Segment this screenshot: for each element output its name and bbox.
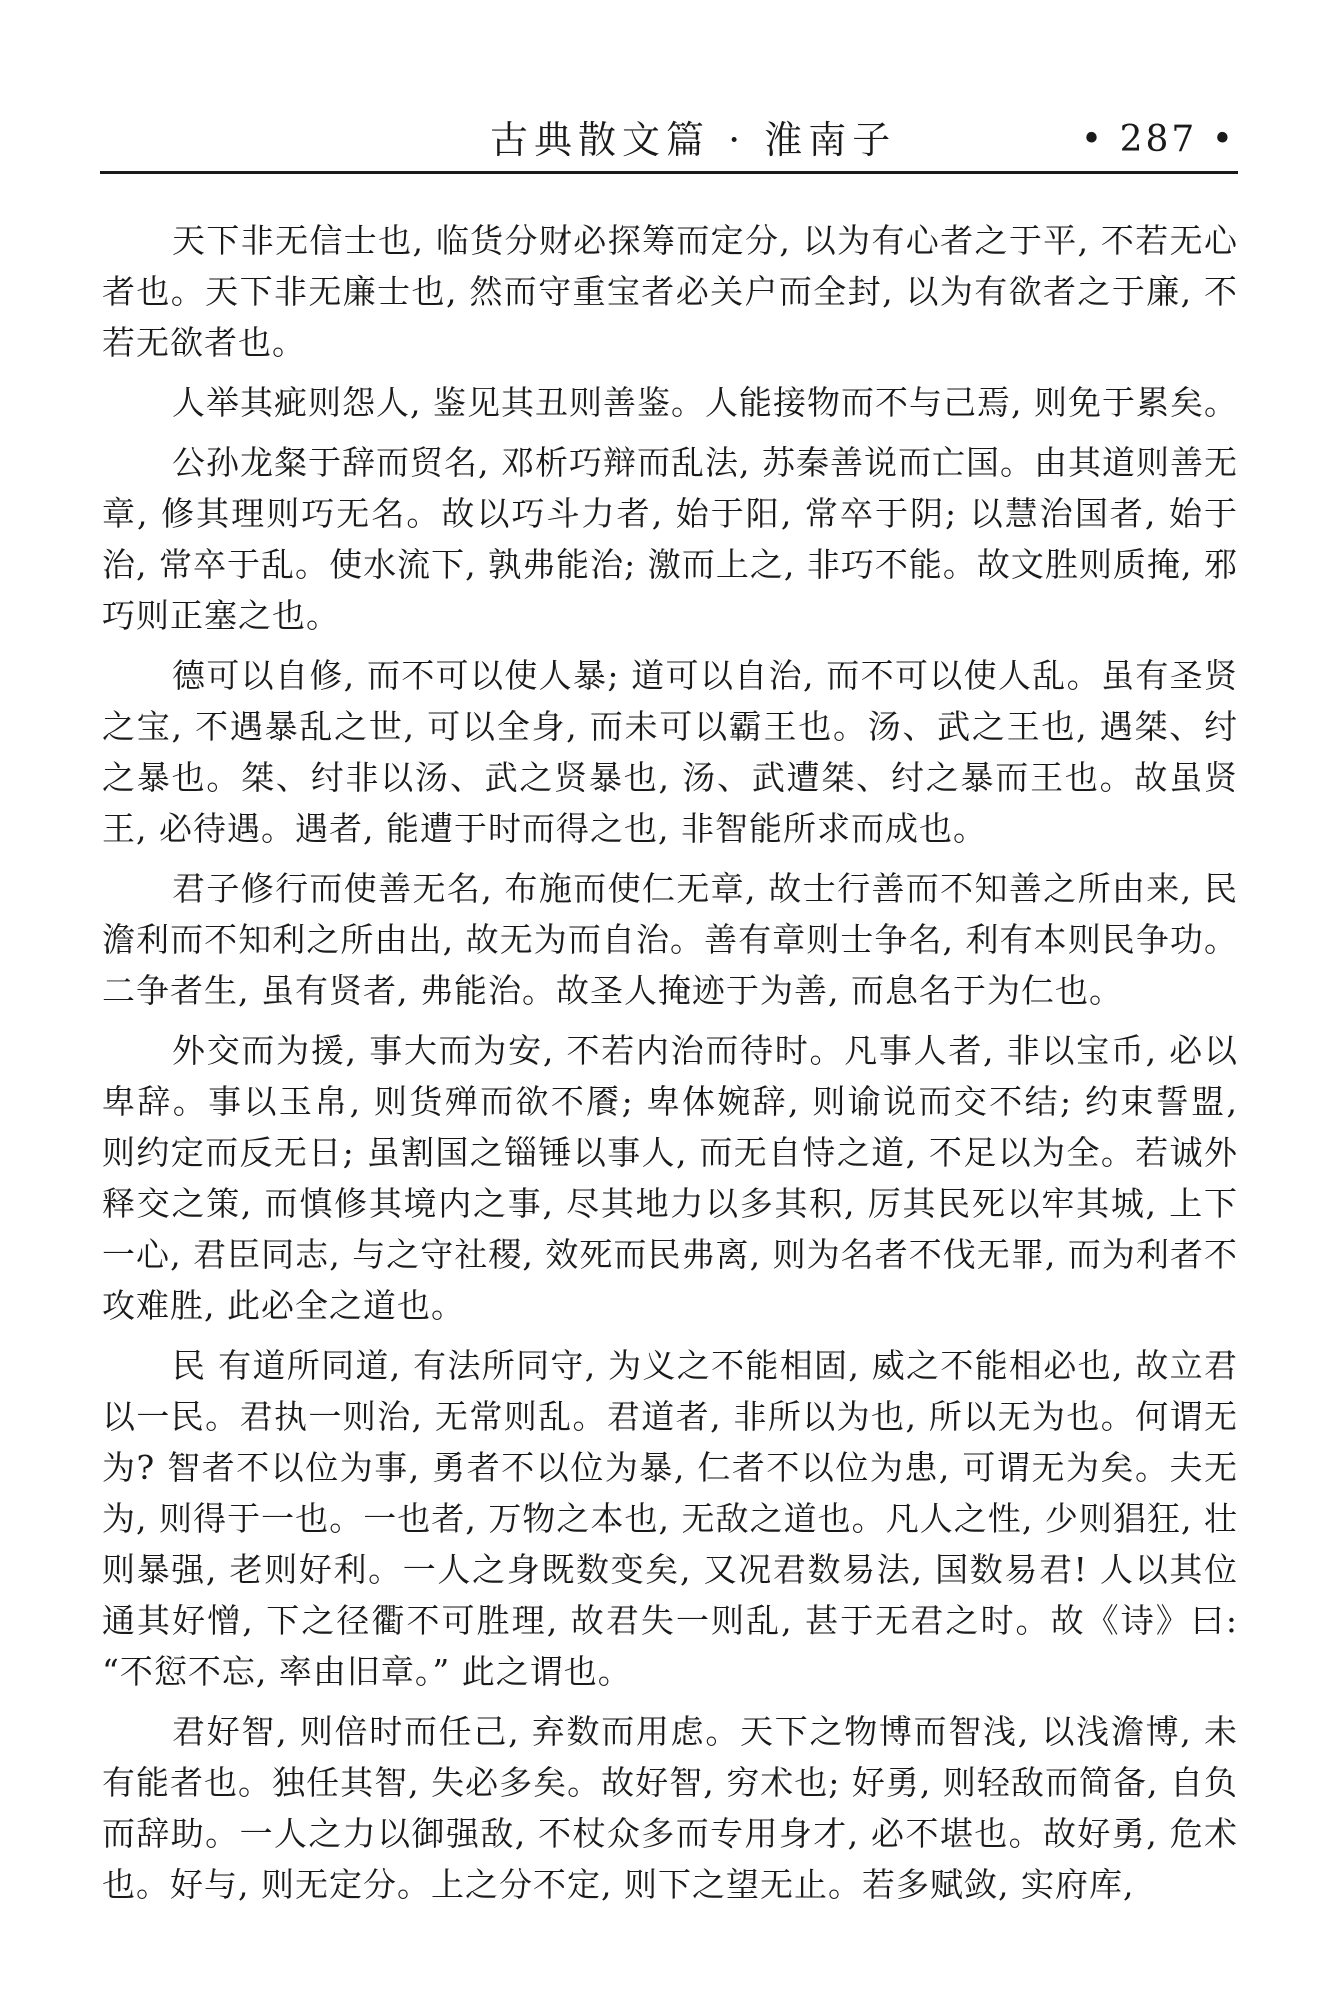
paragraph: 德可以自修, 而不可以使人暴; 道可以自治, 而不可以使人乱。虽有圣贤之宝, 不遇暴乱之世, 可以全身, 而未可以霸王也。汤、武之王也, 遇桀、纣之暴也。桀、纣非以汤、武之贤暴也, 汤、武遭桀、纣之暴而王也。故虽贤王, 必待遇。遇者, 能遭于时而得之也, 非智能所求而成也。 [102, 656, 1238, 848]
paragraph: 天下非无信士也, 临货分财必探筹而定分, 以为有心者之于平, 不若无心者也。天下非无廉士也, 然而守重宝者必关户而全封, 以为有欲者之于廉, 不若无欲者也。 [102, 221, 1238, 362]
paragraph: 民 有道所同道, 有法所同守, 为义之不能相固, 威之不能相必也, 故立君以一民。君执一则治, 无常则乱。君道者, 非所以为也, 所以无为也。何谓无为? 智者不以位为事, 勇者不以位为暴, 仁者不以位为患, 可谓无为矣。夫无为, 则得于一也。一也者, 万物之本也, 无敌之道也。凡人之性, 少则猖狂, 壮则暴强, 老则好利。一人之身既数变矣, 又况君数易法, 国数易君! 人以其位通其好憎, 下之径衢不可胜理, 故君失一则乱, 甚于无君之时。故《诗》曰: “不愆不忘, 率由旧章。” 此之谓也。 [102, 1346, 1238, 1691]
paragraph: 人举其疵则怨人, 鉴见其丑则善鉴。人能接物而不与己焉, 则免于累矣。 [172, 383, 1238, 422]
running-title: 古典散文篇 · 淮南子 [490, 118, 897, 162]
header-rule [100, 171, 1238, 174]
page-header [100, 110, 1236, 170]
paragraph: 君子修行而使善无名, 布施而使仁无章, 故士行善而不知善之所由来, 民澹利而不知利之所由出, 故无为而自治。善有章则士争名, 利有本则民争功。二争者生, 虽有贤者, 弗能治。故圣人掩迹于为善, 而息名于为仁也。 [102, 869, 1238, 1010]
paragraph: 外交而为援, 事大而为安, 不若内治而待时。凡事人者, 非以宝币, 必以卑辞。事以玉帛, 则货殚而欲不餍; 卑体婉辞, 则谕说而交不结; 约束誓盟, 则约定而反无日; 虽割国之锱锤以事人, 而无自恃之道, 不足以为全。若诚外释交之策, 而慎修其境内之事, 尽其地力以多其积, 厉其民死以牢其城, 上下一心, 君臣同志, 与之守社稷, 效死而民弗离, 则为名者不伐无罪, 而为利者不攻难胜, 此必全之道也。 [102, 1031, 1238, 1325]
body-text [102, 215, 1238, 1919]
paragraph: 君好智, 则倍时而任己, 弃数而用虑。天下之物博而智浅, 以浅澹博, 未有能者也。独任其智, 失必多矣。故好智, 穷术也; 好勇, 则轻敌而简备, 自负而辞助。一人之力以御强敌, 不杖众多而专用身才, 必不堪也。故好勇, 危术也。好与, 则无定分。上之分不定, 则下之望无止。若多赋敛, 实府库, [102, 1712, 1238, 1904]
page-number: • 287 • [1080, 119, 1236, 160]
paragraph: 公孙龙粲于辞而贸名, 邓析巧辩而乱法, 苏秦善说而亡国。由其道则善无章, 修其理则巧无名。故以巧斗力者, 始于阳, 常卒于阴; 以慧治国者, 始于治, 常卒于乱。使水流下, 孰弗能治; 激而上之, 非巧不能。故文胜则质掩, 邪巧则正塞之也。 [102, 443, 1238, 635]
